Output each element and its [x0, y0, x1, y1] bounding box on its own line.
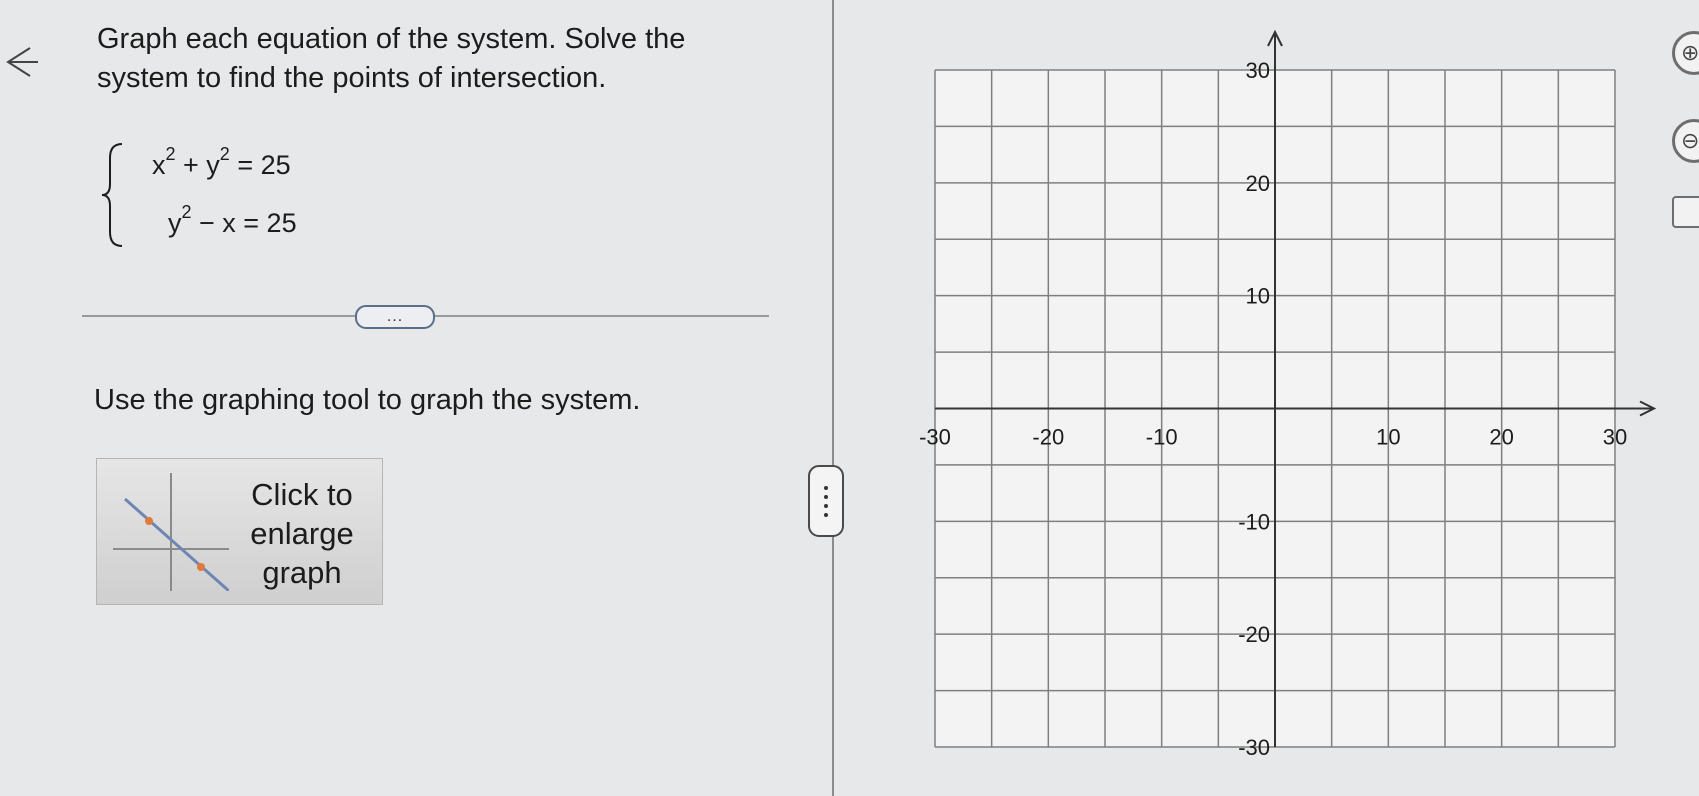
- x-tick-label: 20: [1489, 424, 1514, 450]
- x-tick-label: 10: [1376, 424, 1401, 450]
- graphing-area[interactable]: [900, 30, 1670, 780]
- x-tick-label: -20: [1032, 424, 1065, 450]
- y-tick-label: 30: [1245, 58, 1270, 83]
- x-tick-label: -30: [919, 424, 951, 450]
- instruction-text: Use the graphing tool to graph the system.: [94, 384, 641, 416]
- zoom-out-icon: ⊖: [1681, 128, 1699, 153]
- graph-thumbnail-icon: [113, 473, 229, 591]
- left-brace-icon: [100, 140, 140, 250]
- pane-splitter[interactable]: [832, 0, 834, 796]
- y-tick-label: 20: [1245, 170, 1270, 196]
- enlarge-graph-label: Click to enlarge graph: [250, 477, 354, 590]
- y-tick-label: -20: [1238, 622, 1270, 648]
- zoom-in-button[interactable]: [1672, 31, 1699, 75]
- equation-parabola: $y^2 - x = 25$: [168, 202, 297, 238]
- y-tick-label: -10: [1238, 509, 1270, 535]
- back-arrow-icon[interactable]: [0, 42, 40, 82]
- y-tick-label: -30: [1238, 735, 1270, 760]
- zoom-in-icon: ⊕: [1681, 40, 1699, 65]
- fit-view-button[interactable]: [1672, 196, 1699, 228]
- equation-circle: $x^2 + y^2 = 25$: [152, 144, 291, 180]
- x-tick-label: 30: [1602, 424, 1628, 450]
- enlarge-graph-button[interactable]: [96, 458, 383, 605]
- expand-more-button[interactable]: ...: [355, 305, 435, 329]
- zoom-out-button[interactable]: [1672, 119, 1699, 163]
- x-tick-label: -10: [1145, 424, 1178, 450]
- question-prompt: Graph each equation of the system. Solve the system to find the points of intersection.: [97, 23, 686, 94]
- y-tick-label: 10: [1245, 283, 1270, 309]
- splitter-handle[interactable]: [808, 465, 844, 537]
- equation-system: [100, 140, 360, 250]
